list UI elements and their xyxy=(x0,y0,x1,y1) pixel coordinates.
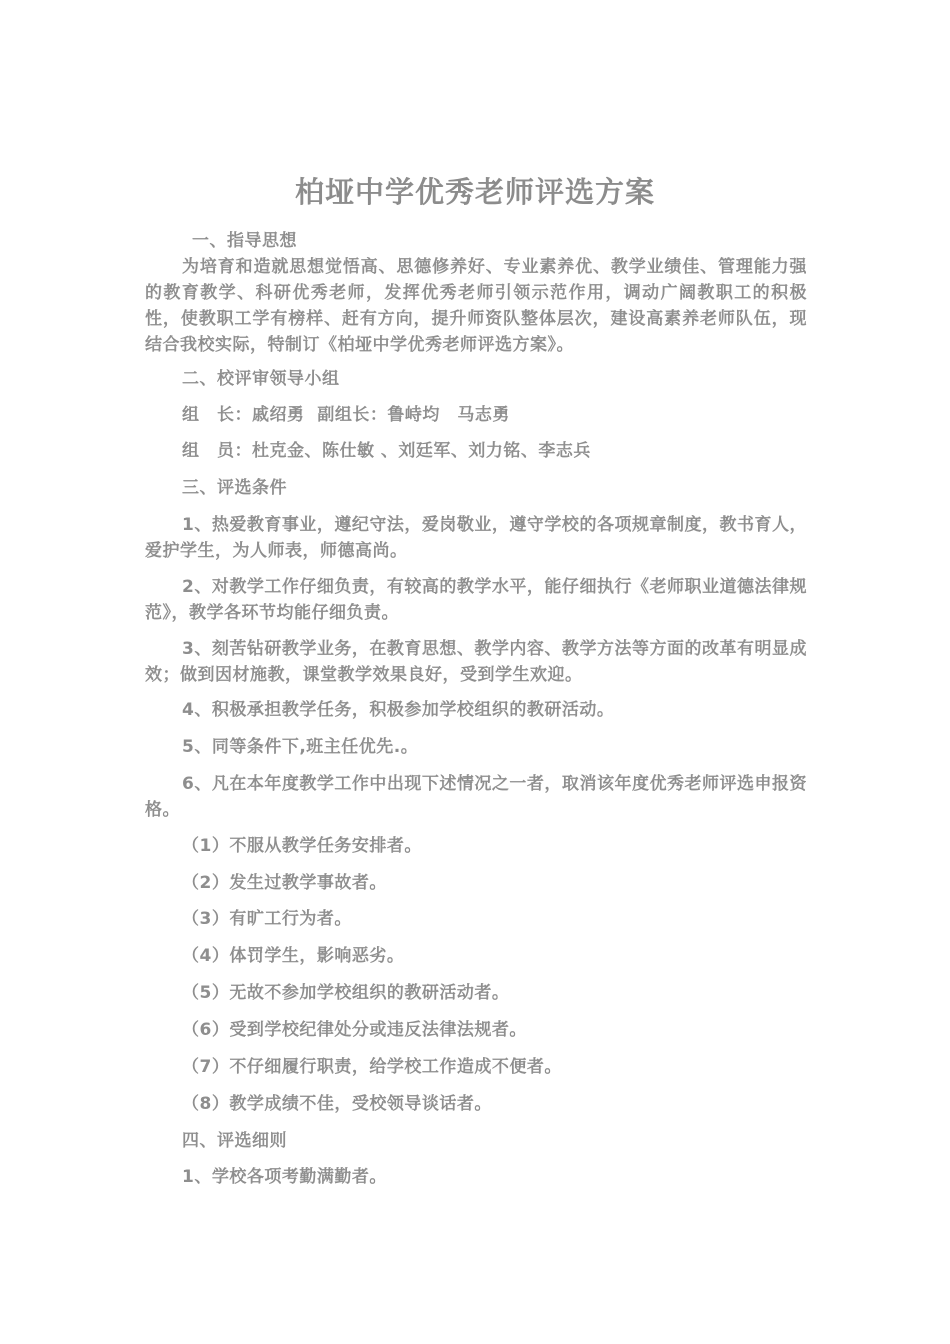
disqualification-item: （3）有旷工行为者。 xyxy=(182,909,352,929)
section-heading-conditions: 三、评选条件 xyxy=(182,478,287,498)
condition-item: 2、对教学工作仔细负责，有较高的教学水平，能仔细执行《老师职业道德法律规范》，教学各环节均能仔细负责。 xyxy=(145,577,807,623)
section-heading-review-group: 二、校评审领导小组 xyxy=(182,369,340,389)
condition-item: 4、积极承担教学任务，积极参加学校组织的教研活动。 xyxy=(182,700,615,720)
document-title: 柏垭中学优秀老师评选方案 xyxy=(294,175,655,209)
rule-item: 1、学校各项考勤满勤者。 xyxy=(182,1167,387,1187)
review-group-members: 组 员：杜克金、陈仕敏 、刘廷军、刘力铭、李志兵 xyxy=(182,441,591,461)
condition-item: 1、热爱教育事业，遵纪守法，爱岗敬业，遵守学校的各项规章制度，教书育人，爱护学生，为人师表，师德高尚。 xyxy=(145,515,807,561)
condition-item: 6、凡在本年度教学工作中出现下述情况之一者，取消该年度优秀老师评选申报资格。 xyxy=(145,774,807,820)
condition-item: 3、刻苦钻研教学业务，在教育思想、教学内容、教学方法等方面的改革有明显成效；做到因材施教，课堂教学效果良好，受到学生欢迎。 xyxy=(145,639,807,685)
guiding-thought-paragraph: 为培育和造就思想觉悟高、思德修养好、专业素养优、教学业绩佳、管理能力强的教育教学、科研优秀老师，发挥优秀老师引领示范作用，调动广阔教职工的积极性，使教职工学有榜样、赶有方向，提升师资队整体层次，建设高素养老师队伍，现结合我校实际，特制订《柏垭中学优秀老师评选方案》。 xyxy=(145,257,807,355)
review-group-leaders: 组 长：戚绍勇 副组长：鲁峙均 马志勇 xyxy=(182,405,510,425)
disqualification-item: （8）教学成绩不佳，受校领导谈话者。 xyxy=(182,1094,492,1114)
disqualification-item: （7）不仔细履行职责，给学校工作造成不便者。 xyxy=(182,1057,562,1077)
disqualification-item: （4）体罚学生，影响恶劣。 xyxy=(182,946,405,966)
disqualification-item: （5）无故不参加学校组织的教研活动者。 xyxy=(182,983,510,1003)
section-heading-guiding-thought: 一、指导思想 xyxy=(192,231,297,251)
disqualification-item: （2）发生过教学事故者。 xyxy=(182,873,387,893)
disqualification-item: （1）不服从教学任务安排者。 xyxy=(182,836,422,856)
disqualification-item: （6）受到学校纪律处分或违反法律法规者。 xyxy=(182,1020,527,1040)
condition-item: 5、同等条件下,班主任优先.。 xyxy=(182,737,419,757)
section-heading-rules: 四、评选细则 xyxy=(182,1131,287,1151)
